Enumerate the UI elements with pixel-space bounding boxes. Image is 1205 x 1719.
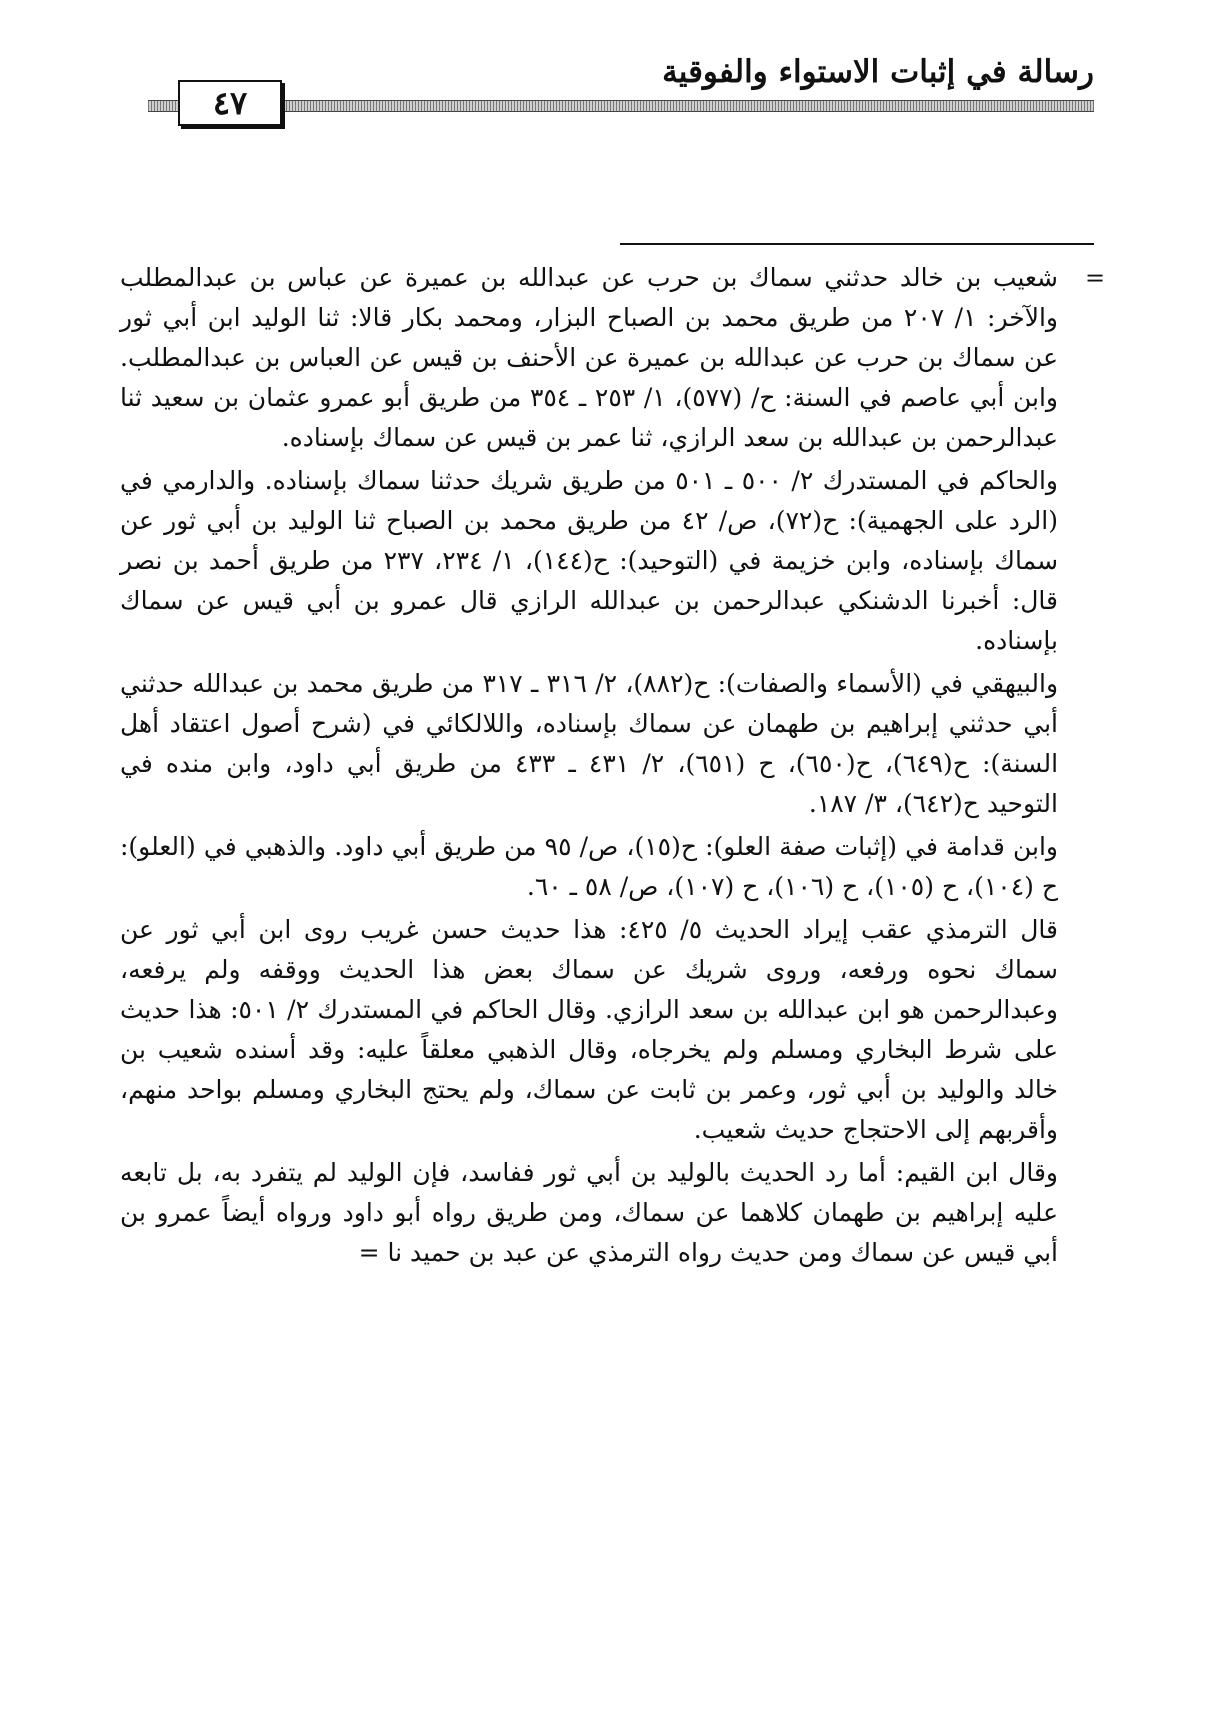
- running-header: [148, 52, 1094, 122]
- running-title: رسالة في إثبات الاستواء والفوقية: [662, 54, 1094, 90]
- header-rule: [148, 100, 1094, 112]
- footnote-separator: [620, 243, 1094, 245]
- footnote-paragraph: والحاكم في المستدرك ٢/ ٥٠٠ ـ ٥٠١ من طريق شريك حدثنا سماك بإسناده. والدارمي في (الرد على الجهمية): ح(٧٢)، ص/ ٤٢ من طريق محمد بن الصباح ثنا الوليد بن أبي ثور عن سماك بإسناده، وابن خزيمة في (التوحيد): ح(١٤٤)، ١/ ٢٣٤، ٢٣٧ من طريق أحمد بن نصر قال: أخبرنا الدشنكي عبدالرحمن بن عبدالله الرازي قال عمرو بن أبي قيس عن سماك بإسناده.: [120, 466, 1059, 655]
- footnote-paragraph: وابن قدامة في (إثبات صفة العلو): ح(١٥)، ص/ ٩٥ من طريق أبي داود. والذهبي في (العلو): ح (١٠٤)، ح (١٠٥)، ح (١٠٦)، ح (١٠٧)، ص/ ٥٨ ـ ٦٠.: [120, 832, 1058, 901]
- footnote-body: [120, 258, 1058, 1276]
- footnote-paragraph: قال الترمذي عقب إيراد الحديث ٥/ ٤٢٥: هذا حديث حسن غريب روى ابن أبي ثور عن سماك نحوه ورفعه، وروى شريك عن سماك بعض هذا الحديث ووقفه ولم يرفعه، وعبدالرحمن هو ابن عبدالله بن سعد الرازي. وقال الحاكم في المستدرك ٢/ ٥٠١: هذا حديث على شرط البخاري ومسلم ولم يخرجاه، وقال الذهبي معلقاً عليه: وقد أسنده شعيب بن خالد والوليد بن أبي ثور، وعمر بن ثابت عن سماك، ولم يحتج البخاري ومسلم بواحد منهم، وأقربهم إلى الاحتجاج حديث شعيب.: [120, 915, 1058, 1144]
- footnote-paragraph: وقال ابن القيم: أما رد الحديث بالوليد بن أبي ثور ففاسد، فإن الوليد لم يتفرد به، بل تابعه عليه إبراهيم بن طهمان كلاهما عن سماك، ومن طريق رواه أبو داود ورواه أيضاً عمرو بن أبي قيس عن سماك ومن حديث رواه الترمذي عن عبد بن حميد نا =: [120, 1158, 1058, 1267]
- footnote-paragraph: شعيب بن خالد حدثني سماك بن حرب عن عبدالله بن عميرة عن عباس بن عبدالمطلب والآخر: ١/ ٢٠٧ من طريق محمد بن الصباح البزار، ومحمد بكار قالا: ثنا الوليد ابن أبي ثور عن سماك بن حرب عن عبدالله بن عميرة عن الأحنف بن قيس عن العباس بن عبدالمطلب. وابن أبي عاصم في السنة: ح/ (٥٧٧)، ١/ ٢٥٣ ـ ٣٥٤ من طريق أبو عمرو عثمان بن سعيد ثنا عبدالرحمن بن عبدالله بن سعد الرازي، ثنا عمر بن قيس عن سماك بإسناده.: [120, 263, 1058, 452]
- continuation-mark: =: [1085, 264, 1106, 292]
- footnote-paragraph: والبيهقي في (الأسماء والصفات): ح(٨٨٢)، ٢/ ٣١٦ ـ ٣١٧ من طريق محمد بن عبدالله حدثني أبي حدثني إبراهيم بن طهمان عن سماك بإسناده، واللالكائي في (شرح أصول اعتقاد أهل السنة): ح(٦٤٩)، ح(٦٥٠)، ح (٦٥١)، ٢/ ٤٣١ ـ ٤٣٣ من طريق أبي داود، وابن منده في التوحيد ح(٦٤٢)، ٣/ ١٨٧.: [120, 669, 1059, 818]
- page-number: ٤٧: [178, 80, 282, 126]
